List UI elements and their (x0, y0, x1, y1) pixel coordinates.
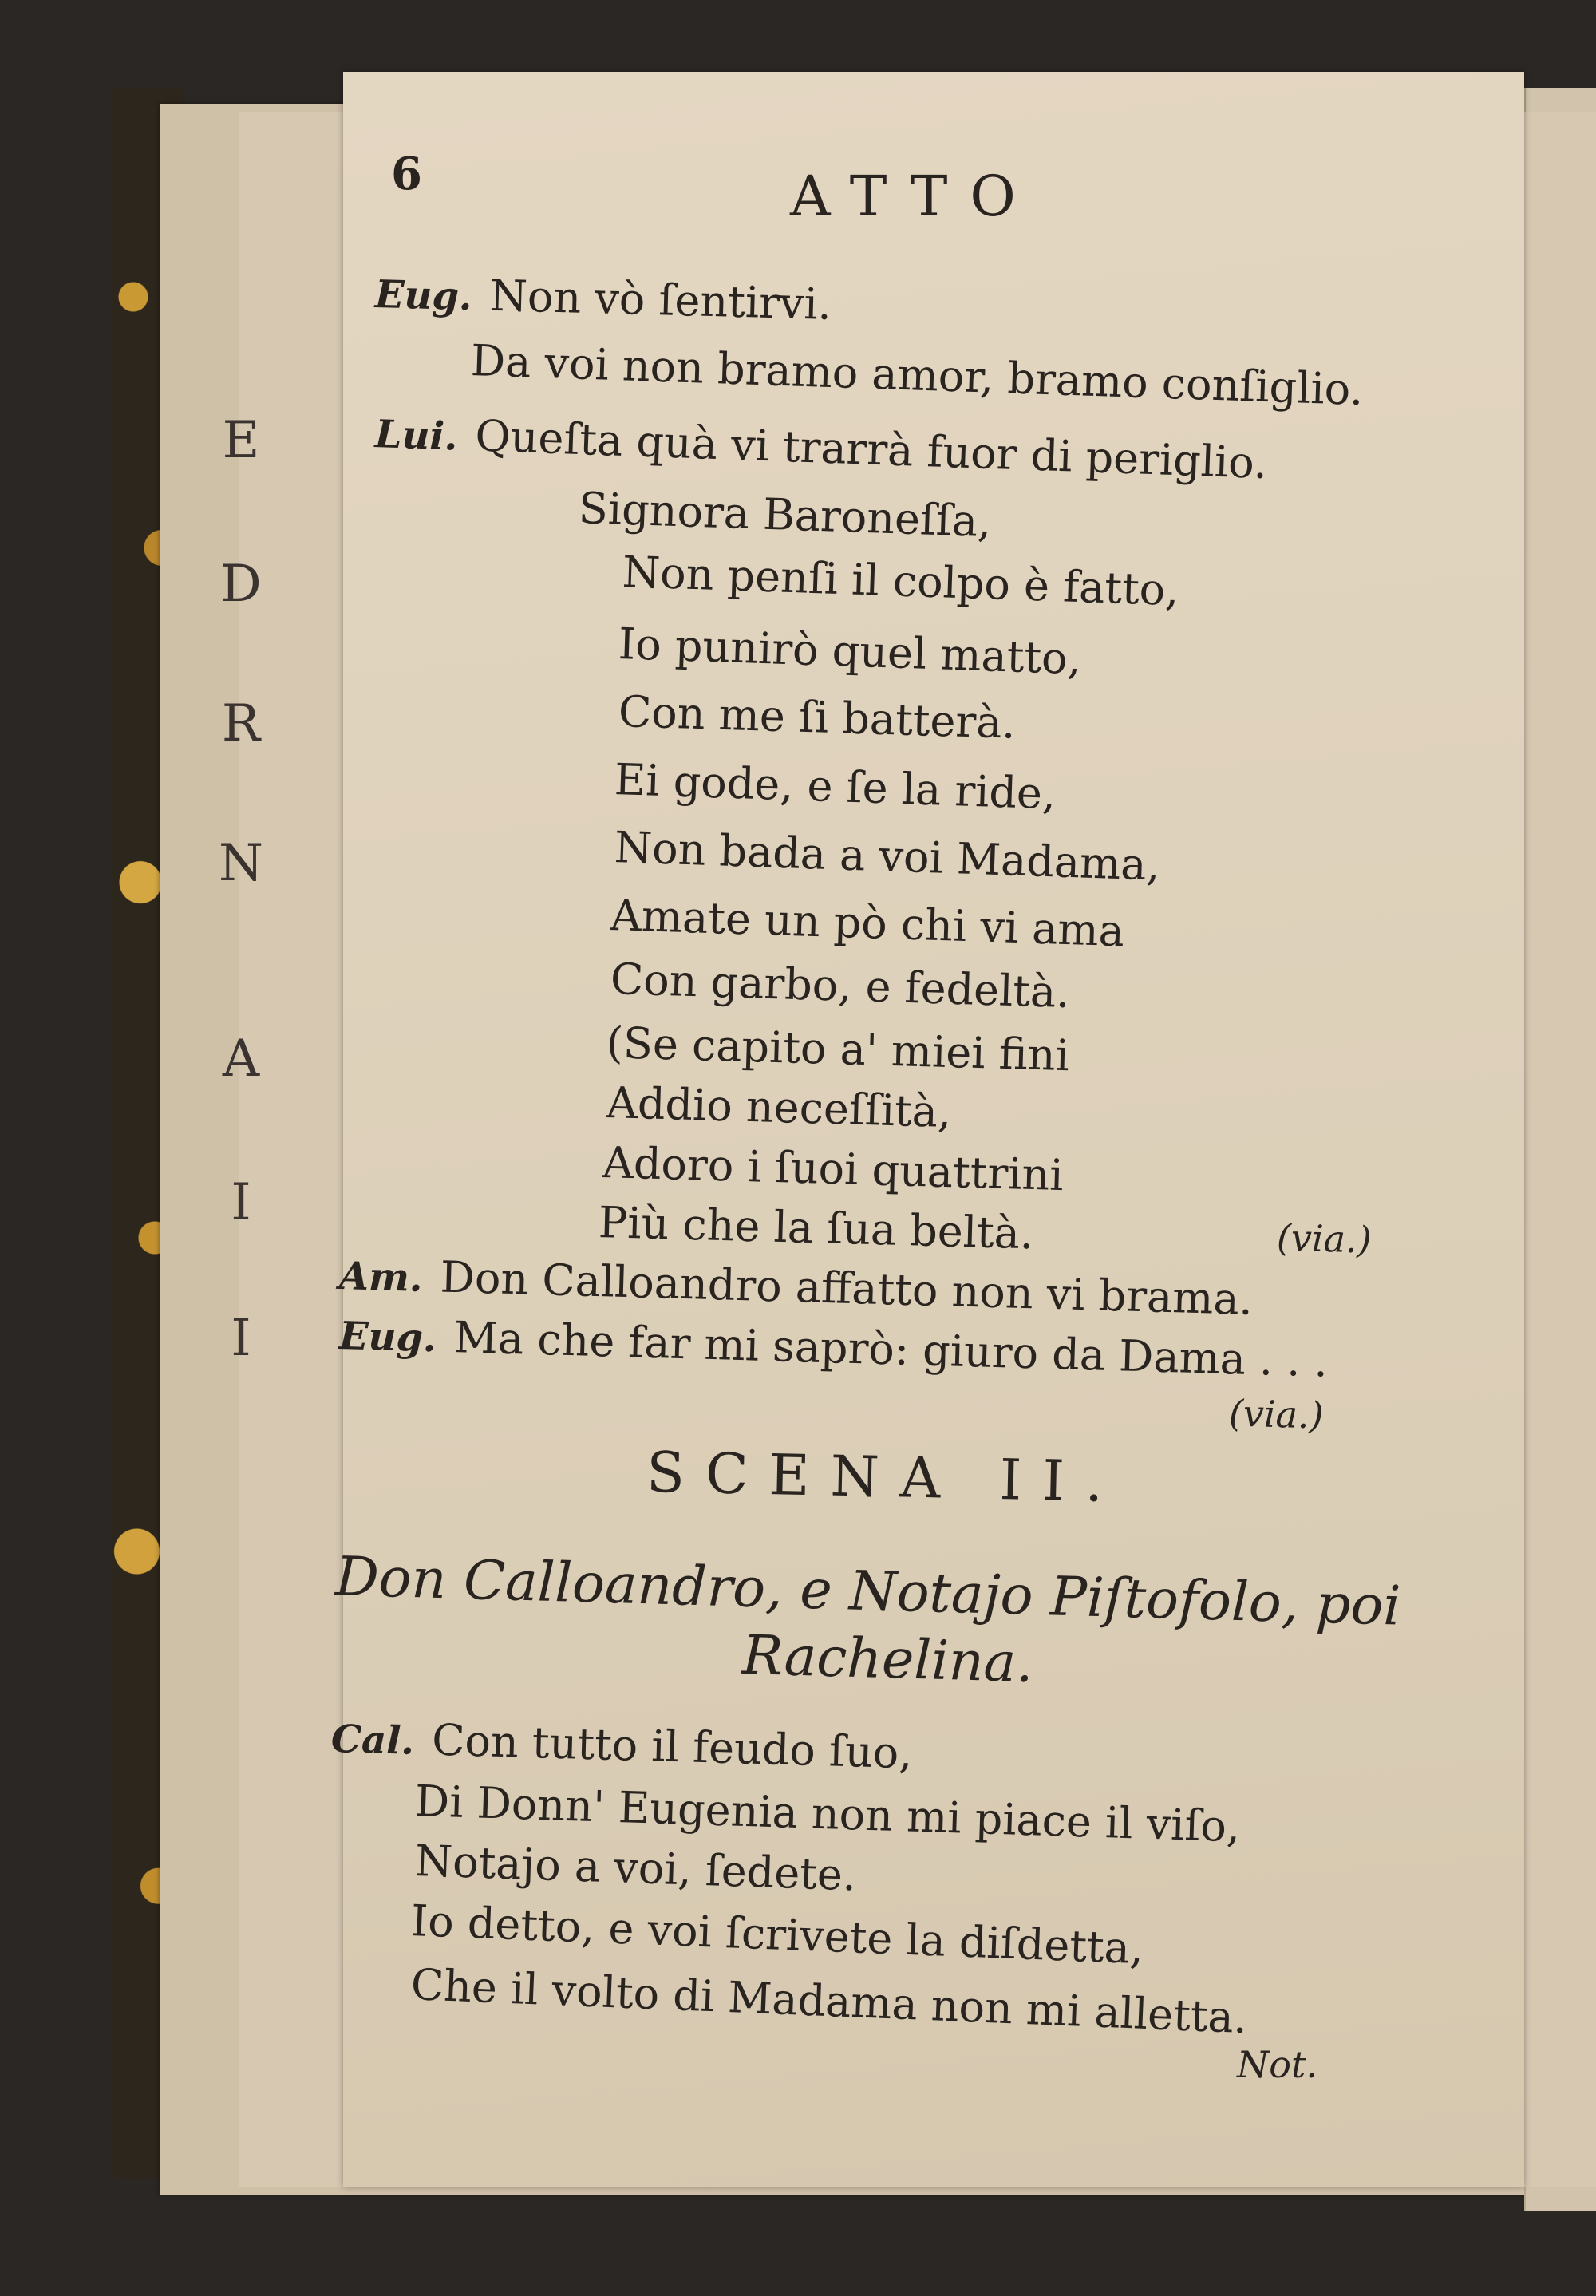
dialogue-line (613, 754, 1057, 820)
dialogue-line (469, 335, 1365, 416)
cast-line: Rachelina. (741, 1623, 1034, 1696)
book-page (330, 72, 1524, 2187)
edge-letter: R (221, 694, 261, 753)
edge-letter: A (222, 1029, 260, 1089)
speaker: Eug. (338, 1314, 437, 1361)
edge-letter: I (231, 1173, 251, 1232)
line-text: Con garbo, e fedeltà. (610, 954, 1071, 1018)
line-text: Con tutto il feudo ſuo, (431, 1714, 914, 1779)
line-text: Che il volto di Madama non mi alletta. (409, 1959, 1249, 2044)
page-number: 6 (391, 148, 422, 200)
speaker: Am. (338, 1254, 424, 1301)
dialogue-line (618, 686, 1017, 749)
line-text: Con me ſi batterà. (618, 686, 1017, 749)
edge-letter: I (231, 1309, 251, 1368)
edge-letter: N (219, 834, 263, 893)
edge-letter: D (220, 555, 262, 614)
dialogue-line (602, 1137, 1065, 1201)
line-text: Non penſi il colpo è fatto, (621, 547, 1180, 616)
dialogue-line (414, 1776, 1242, 1852)
line-text: Amate un pò chi vi ama (610, 890, 1125, 957)
line-text: Io punirò quel matto, (617, 618, 1082, 685)
line-text: Ma che far mi saprò: giuro da Dama . . . (452, 1312, 1329, 1387)
line-text: Non vò ſentirvi. (488, 270, 832, 330)
dialogue-line (610, 954, 1071, 1018)
line-text: (Se capito a' miei fini (606, 1018, 1070, 1081)
dialogue-line (374, 270, 832, 330)
line-text: Di Donn' Eugenia non mi piace il viſo, (414, 1776, 1242, 1852)
dialogue-line (617, 618, 1082, 685)
stage-direction: (via.) (1228, 1391, 1325, 1437)
dialogue-line (621, 547, 1180, 616)
dialogue-line (613, 822, 1161, 891)
edge-letter: E (222, 411, 260, 470)
line-text: Da voi non bramo amor, bramo conſiglio. (469, 335, 1365, 416)
running-head: ATTO (790, 164, 1038, 229)
dialogue-line (373, 410, 1269, 489)
cast-line: Don Calloandro, e Notajo Piſtofolo, poi (334, 1545, 1402, 1638)
dialogue-line (610, 890, 1125, 957)
dialogue-line (413, 1836, 858, 1901)
scene-heading: SCENA II. (646, 1439, 1125, 1516)
dialogue-line (338, 1251, 1254, 1325)
catchword: Not. (1237, 2043, 1318, 2086)
line-text: Signora Baroneſſa, (577, 483, 993, 547)
line-text: Più che la ſua beltà. (598, 1197, 1034, 1259)
line-text: Non bada a voi Madama, (613, 822, 1161, 891)
speaker: Lui. (373, 412, 459, 460)
line-text: Notajo a voi, ſedete. (413, 1836, 858, 1901)
dialogue-line (606, 1077, 953, 1138)
dialogue-line (606, 1018, 1070, 1081)
stage-direction: (via.) (1276, 1215, 1373, 1262)
line-text: Adoro i ſuoi quattrini (602, 1137, 1065, 1201)
dialogue-line (338, 1312, 1329, 1387)
line-text: Queſta quà vi trarrà fuor di periglio. (474, 410, 1269, 489)
line-text: Ei gode, e ſe la ride, (613, 754, 1057, 820)
dialogue-line (330, 1714, 914, 1779)
speaker: Eug. (374, 272, 473, 320)
dialogue-line (577, 483, 993, 547)
dialogue-line (409, 1895, 1145, 1974)
line-text: Don Calloandro affatto non vi brama. (439, 1251, 1254, 1325)
line-text: Addio neceſſità, (606, 1077, 953, 1138)
line-text: Io detto, e voi ſcrivete la diſdetta, (409, 1895, 1145, 1974)
dialogue-line (409, 1959, 1249, 2044)
speaker: Cal. (330, 1717, 415, 1764)
dialogue-line (598, 1197, 1034, 1259)
